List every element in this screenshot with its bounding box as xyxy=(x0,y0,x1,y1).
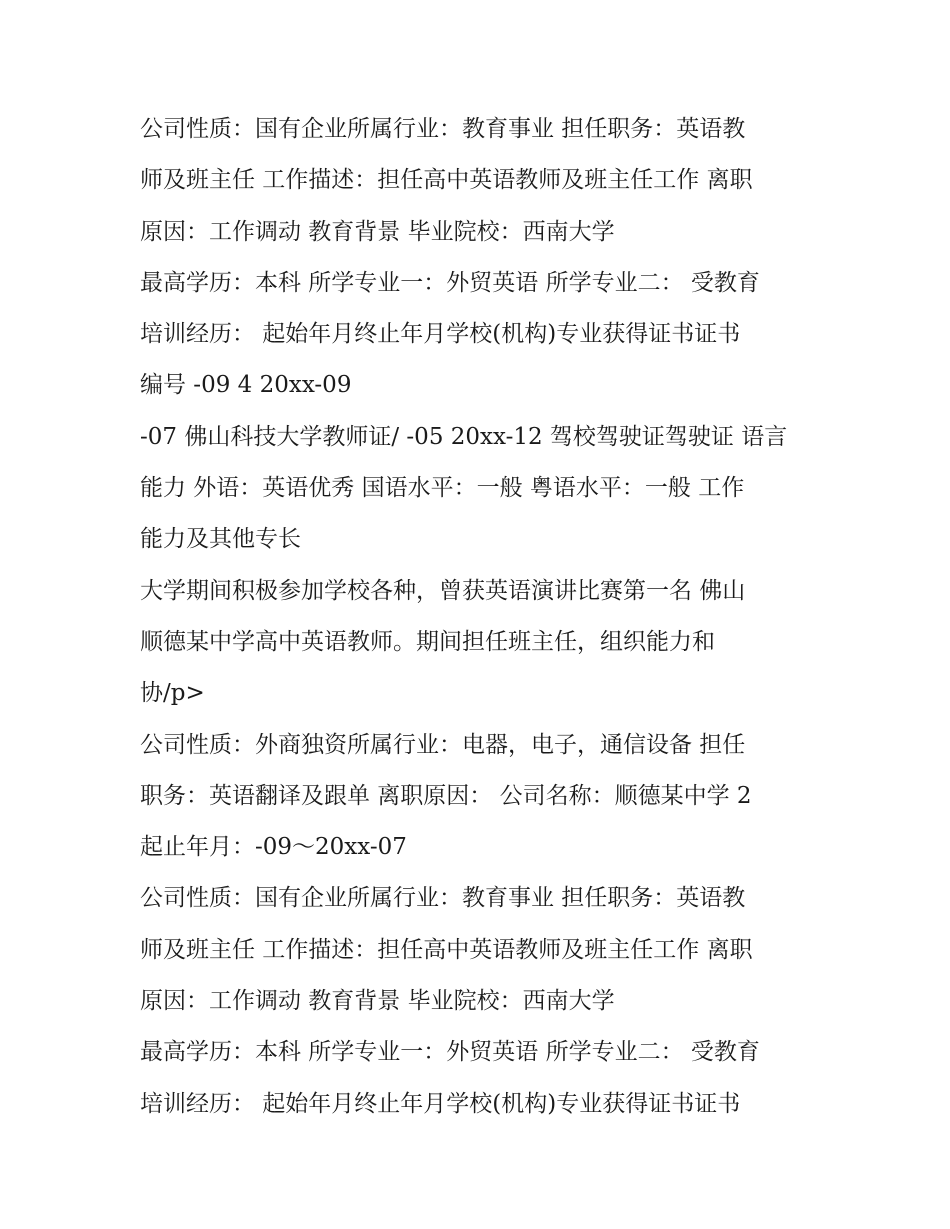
text-line: -07 佛山科技大学教师证/ -05 20xx-12 驾校驾驶证驾驶证 语言 xyxy=(140,423,788,450)
text-line: 培训经历： 起始年月终止年月学校(机构)专业获得证书证书 xyxy=(140,1090,741,1117)
text-line: 最高学历：本科 所学专业一：外贸英语 所学专业二： 受教育 xyxy=(140,269,760,296)
text-line: 师及班主任 工作描述：担任高中英语教师及班主任工作 离职 xyxy=(140,936,753,963)
text-line: 公司性质：国有企业所属行业：教育事业 担任职务：英语教 xyxy=(140,116,746,142)
text-line: 协/p> xyxy=(140,680,205,707)
text-line: 原因：工作调动 教育背景 毕业院校：西南大学 xyxy=(140,988,615,1015)
text-line: 师及班主任 工作描述：担任高中英语教师及班主任工作 离职 xyxy=(140,167,753,194)
text-line: 能力 外语：英语优秀 国语水平：一般 粤语水平：一般 工作 xyxy=(140,475,745,502)
text-line: 能力及其他专长 xyxy=(140,526,301,553)
text-line: 原因：工作调动 教育背景 毕业院校：西南大学 xyxy=(140,218,615,245)
text-line: 公司性质：外商独资所属行业：电器，电子，通信设备 担任 xyxy=(140,731,746,758)
text-line: 培训经历： 起始年月终止年月学校(机构)专业获得证书证书 xyxy=(140,321,741,348)
text-line: 大学期间积极参加学校各种，曾获英语演讲比赛第一名 佛山 xyxy=(140,577,746,604)
body-text xyxy=(140,104,820,1130)
text-line: 起止年月：-09～20xx-07 xyxy=(140,834,407,861)
text-line: 最高学历：本科 所学专业一：外贸英语 所学专业二： 受教育 xyxy=(140,1039,760,1066)
text-line: 公司性质：国有企业所属行业：教育事业 担任职务：英语教 xyxy=(140,885,746,912)
text-line: 编号 -09 4 20xx-09 xyxy=(140,372,352,399)
text-line: 职务：英语翻译及跟单 离职原因： 公司名称：顺德某中学 2 xyxy=(140,782,752,809)
text-line: 顺德某中学高中英语教师。期间担任班主任，组织能力和 xyxy=(140,628,715,655)
